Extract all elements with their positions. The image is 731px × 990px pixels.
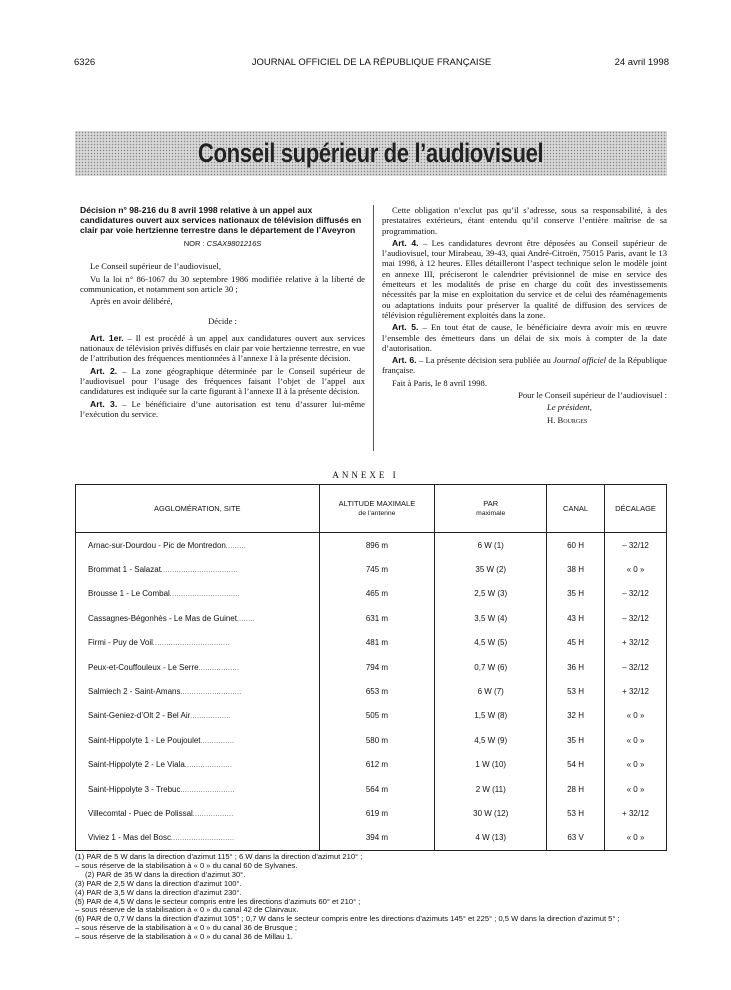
decalage-cell-text: – 32/12 [622,540,649,550]
footnote: – sous réserve de la stabilisation à « 0 » du canal 36 de Millau 1. [75,932,293,942]
decalage-cell-text: – 32/12 [622,589,649,599]
issue-date: 24 avril 1998 [614,57,669,68]
canal-cell [547,631,605,655]
table-row [76,728,667,752]
column-divider [373,205,374,451]
site-cell [76,631,320,655]
article-label: Art. 4. [392,237,419,248]
decalage-cell [605,777,667,801]
canal-cell-text: 32 H [567,711,585,721]
par-cell-text: 0,7 W (6) [474,662,508,672]
column-header-altitude [319,485,435,533]
canal-cell-text: 45 H [567,638,585,648]
table-row [76,777,667,801]
table-row [76,801,667,825]
canal-cell-text: 43 H [567,613,585,623]
decision-left-column [80,205,365,421]
decision-title: Décision n° 98-216 du 8 avril 1998 relative à un appel aux candidatures ouvert aux services nationaux de télévision diffusés en clair par voie hertzienne terrestre dans le département de l’Aveyron [80,205,362,235]
site-cell-text: Villecomtal - Puec de Polissal [88,808,193,818]
decalage-cell-text: + 32/12 [622,638,649,648]
par-cell-text: 6 W (1) [477,540,504,550]
decide-heading: Décide : [208,316,237,327]
leader-dots: ........................... [180,690,242,697]
par-cell-text: 1,5 W (8) [474,711,508,721]
decalage-cell-text: « 0 » [626,833,645,843]
column-header-site: AGGLOMÉRATION, SITE [76,485,320,533]
canal-cell-text: 28 H [567,784,585,794]
article-text: – Il est procédé à un appel aux candidatures ouvert aux services nationaux de télévision privés diffusés en clair par voie hertzienne terrestre, en vue de l’attribution des fréquences mentionnées à l’annexe I à la présente décision. [80,332,365,364]
table-row [76,533,667,558]
nor-code: CSAX9801216S [206,239,262,248]
signature-name: H. Bourges [547,414,588,425]
canal-cell [547,826,605,851]
decalage-cell-text: « 0 » [626,711,645,721]
altitude-cell [319,801,435,825]
canal-cell-text: 38 H [567,565,585,575]
column-header-par [435,485,547,533]
canal-cell-text: 53 H [567,808,585,818]
site-cell-text: Arnac-sur-Dourdou - Pic de Montredon [88,540,226,550]
site-cell-text: Firmi - Puy de Voil [88,638,153,648]
site-cell-text: Viviez 1 - Mas del Bosc [88,833,171,843]
par-cell [435,582,547,606]
leader-dots: .................................. [152,641,230,648]
decalage-cell-text: – 32/12 [622,662,649,672]
decision-right-column [382,205,667,427]
par-cell-text: 30 W (12) [473,808,509,818]
footnote: – sous réserve de la stabilisation à « 0 » du canal 42 de Clairvaux. [75,905,299,915]
leader-dots: .................. [198,665,240,672]
site-cell-text: Peux-et-Couffouleux - Le Serre [88,662,199,672]
canal-cell [547,679,605,703]
altitude-header-line1: ALTITUDE MAXIMALE [338,499,416,508]
intro-paragraph: Le Conseil supérieur de l’audiovisuel, [90,261,222,272]
article-label: Art. 2. [90,365,118,376]
canal-cell-text: 36 H [567,662,585,672]
table-row [76,606,667,630]
section-title: Conseil supérieur de l’audiovisuel [198,138,544,168]
canal-cell [547,777,605,801]
signature-title [382,402,667,412]
table-row [76,655,667,679]
par-cell [435,777,547,801]
canal-cell [547,557,605,581]
par-cell [435,606,547,630]
article-text: – En tout état de cause, le bénéficiaire devra avoir mis en œuvre l’ensemble des émetteurs dans un délai de six mois à compter de la date d’autorisation. [382,322,667,353]
leader-dots: ............................... [169,592,241,599]
canal-cell-text: 53 H [567,687,585,697]
footnote: (6) PAR de 0,7 W dans la direction d’azimut 105° ; 0,7 W dans le secteur compris entre les directions d’azimuts 145° et 225° ; 0,5 W dans la direction d’azimut 5° ; [75,914,620,924]
decalage-cell [605,728,667,752]
footnote: (3) PAR de 2,5 W dans la direction d’azimut 100°. [75,878,242,888]
par-cell [435,728,547,752]
article-text: – Le bénéficiaire d’une autorisation est tenu d’assurer lui-même l’exécution du service. [80,398,365,419]
intro-paragraph: Après en avoir délibéré, [90,296,173,307]
site-cell [76,582,320,606]
par-cell-text: 1 W (10) [475,760,507,770]
decalage-cell-text: « 0 » [626,565,645,575]
site-cell-text: Saint-Hippolyte 1 - Le Poujoulet [88,735,201,745]
column-header-canal: CANAL [547,485,605,533]
par-cell-text: 2 W (11) [475,784,506,794]
par-header-line1: PAR [483,499,499,508]
decalage-cell-text: « 0 » [626,735,645,745]
footnote: (2) PAR de 35 W dans la direction d’azimut 30°. [85,869,246,879]
decalage-cell [605,704,667,728]
decalage-cell [605,679,667,703]
altitude-cell [319,704,435,728]
par-cell-text: 4 W (13) [475,833,507,843]
footnote: – sous réserve de la stabilisation à « 0 » du canal 60 de Sylvanes. [75,860,298,870]
table-row [76,631,667,655]
altitude-cell-text: 564 m [365,784,389,794]
table-row [76,753,667,777]
par-cell [435,753,547,777]
table-footnotes [75,853,667,942]
site-cell [76,533,320,558]
site-cell [76,826,320,851]
leader-dots: ........................ [180,787,235,794]
par-cell-text: 2,5 W (3) [474,589,508,599]
site-cell-text: Saint-Hippolyte 3 - Trebuc [88,784,181,794]
site-cell-text: Brousse 1 - Le Combal [88,589,170,599]
decalage-cell [605,582,667,606]
leader-dots: ............... [200,738,235,745]
table-row [76,679,667,703]
article-4 [382,238,667,320]
canal-cell-text: 54 H [567,760,585,770]
article-2 [80,366,365,397]
leader-dots: .................. [190,714,232,721]
altitude-cell [319,557,435,581]
page-number: 6326 [74,57,96,68]
canal-cell [547,728,605,752]
decalage-cell [605,557,667,581]
article-1 [80,333,365,364]
par-cell [435,631,547,655]
altitude-cell [319,679,435,703]
par-cell-text: 4,5 W (9) [474,735,508,745]
column-header-decalage: DÉCALAGE [605,485,667,533]
leader-dots: ......... [225,543,247,550]
par-cell [435,557,547,581]
site-cell [76,655,320,679]
annex-title: ANNEXE I [332,470,399,480]
canal-cell [547,533,605,558]
altitude-cell [319,753,435,777]
table-row [76,704,667,728]
par-cell-text: 6 W (7) [477,687,504,697]
site-cell-text: Saint-Hippolyte 2 - Le Viala [88,760,185,770]
par-cell [435,533,547,558]
footnote: (4) PAR de 3,5 W dans la direction d’azimut 230°. [75,887,242,897]
decalage-cell [605,753,667,777]
decalage-cell-text: « 0 » [626,784,645,794]
canal-cell [547,655,605,679]
canal-cell-text: 35 H [567,589,585,599]
table-header-row [76,485,667,533]
altitude-cell-text: 896 m [365,540,389,550]
site-cell [76,606,320,630]
president-title: Le président, [547,402,592,413]
canal-cell [547,606,605,630]
leader-dots: ..................... [184,763,233,770]
nor-label: NOR : [183,239,205,248]
par-cell-text: 4,5 W (5) [474,638,508,648]
site-cell [76,679,320,703]
altitude-cell [319,655,435,679]
par-cell-text: 35 W (2) [475,565,507,575]
par-cell-text: 3,5 W (4) [474,613,508,623]
decalage-cell [605,606,667,630]
par-cell [435,801,547,825]
decalage-cell [605,631,667,655]
journal-title: JOURNAL OFFICIEL DE LA RÉPUBLIQUE FRANÇAISE [251,57,492,68]
decalage-cell [605,655,667,679]
altitude-cell [319,631,435,655]
canal-cell [547,801,605,825]
section-banner [75,131,667,176]
altitude-cell [319,728,435,752]
site-cell-text: Salmiech 2 - Saint-Amans [88,687,181,697]
altitude-cell-text: 745 m [365,565,389,575]
altitude-cell [319,533,435,558]
canal-cell-text: 35 H [567,735,585,745]
decalage-cell-text: « 0 » [626,760,645,770]
site-cell [76,801,320,825]
altitude-cell [319,606,435,630]
par-cell [435,826,547,851]
article-text: de la République française. [382,355,667,376]
article-3 [80,399,365,420]
site-cell [76,753,320,777]
altitude-cell [319,826,435,851]
table-row [76,557,667,581]
article-5 [382,322,667,353]
altitude-header-line2: de l’antenne [358,510,396,517]
footnote: – sous réserve de la stabilisation à « 0 » du canal 36 de Brusque ; [75,923,298,933]
canal-cell-text: 63 V [567,833,584,843]
article-label: Art. 3. [90,398,118,409]
leader-dots: .................................. [160,568,238,575]
article-text: – La zone géographique déterminée par le Conseil supérieur de l’audiovisuel pour l’usage des fréquences faisant l’objet de l’appel aux candidatures est indiquée sur la carte figurant à l’annexe II à la présente décision. [80,365,365,397]
altitude-cell-text: 505 m [365,711,389,721]
leader-dots: ........ [236,616,256,623]
altitude-cell-text: 394 m [365,833,389,843]
decalage-cell-text: – 32/12 [622,613,649,623]
canal-cell [547,704,605,728]
altitude-cell [319,777,435,801]
canal-cell [547,582,605,606]
altitude-cell [319,582,435,606]
altitude-cell-text: 580 m [365,735,389,745]
article-text: – La présente décision sera publiée au [416,355,554,366]
table-row [76,826,667,851]
article-6 [382,355,667,376]
site-cell-text: Brommat 1 - Salazat [88,565,161,575]
altitude-cell-text: 653 m [365,687,389,697]
altitude-cell-text: 481 m [365,638,389,648]
site-cell-text: Saint-Geniez-d’Olt 2 - Bel Air [88,711,191,721]
altitude-cell-text: 794 m [365,662,389,672]
site-cell [76,728,320,752]
par-header-line2: maximale [476,510,506,517]
nor-reference [80,239,365,249]
article-label: Art. 1er. [90,332,124,343]
footnote: (5) PAR de 4,5 W dans le secteur compris entre les directions d’azimuts 60° et 210° ; [75,896,361,906]
table-row [76,582,667,606]
canal-cell-text: 60 H [567,540,585,550]
leader-dots: .................. [192,811,234,818]
article-label: Art. 5. [392,322,419,333]
decalage-cell-text: + 32/12 [622,687,649,697]
altitude-cell-text: 631 m [365,613,389,623]
par-cell [435,704,547,728]
site-cell [76,557,320,581]
decalage-cell [605,826,667,851]
site-cell-text: Cassagnes-Bégonhès - Le Mas de Guinet [88,613,237,623]
canal-cell [547,753,605,777]
site-cell [76,704,320,728]
signature-line: Pour le Conseil supérieur de l’audiovisuel : [518,390,667,401]
altitude-cell-text: 619 m [365,808,389,818]
decalage-cell [605,801,667,825]
article-label: Art. 6. [392,355,417,366]
journal-name: Journal officiel [553,355,607,366]
signing-place-date: Fait à Paris, le 8 avril 1998. [392,377,487,388]
article-text: – Les candidatures devront être déposées au Conseil supérieur de l’audiovisuel, tour Mirabeau, 39-43, quai André-Citroën, 75015 Paris, avant le 13 mai 1998, à 12 heures. Elles détailleront l’aspect technique selon le modèle joint en annexe III, préciseront le calendrier prévisionnel de mise en service des émetteurs et les modalités de prise en charge du coût des investissements nécessités par la mise en exploitation du service et de celui des réaménagements ou adaptations induits pour préserver la qualité de diffusion des services de télévision régulièrement exploités dans la zone. [382,237,667,320]
decalage-cell-text: + 32/12 [622,808,649,818]
footnote: (1) PAR de 5 W dans la direction d’azimut 115° ; 6 W dans la direction d’azimut 210° ; [75,852,363,861]
altitude-cell-text: 465 m [365,589,389,599]
frequency-table [75,484,667,851]
decalage-cell [605,533,667,558]
site-cell [76,777,320,801]
leader-dots: ............................ [171,836,235,843]
altitude-cell-text: 612 m [365,760,389,770]
intro-paragraph: Vu la loi n° 86-1067 du 30 septembre 1986 modifiée relative à la liberté de communication, et notamment son article 30 ; [80,273,365,294]
par-cell [435,655,547,679]
par-cell [435,679,547,703]
article-3-continued: Cette obligation n’exclut pas qu’il s’adresse, sous sa responsabilité, à des prestataires extérieurs, étant entendu qu’il conserve l’entière maîtrise de sa programmation. [382,205,667,236]
